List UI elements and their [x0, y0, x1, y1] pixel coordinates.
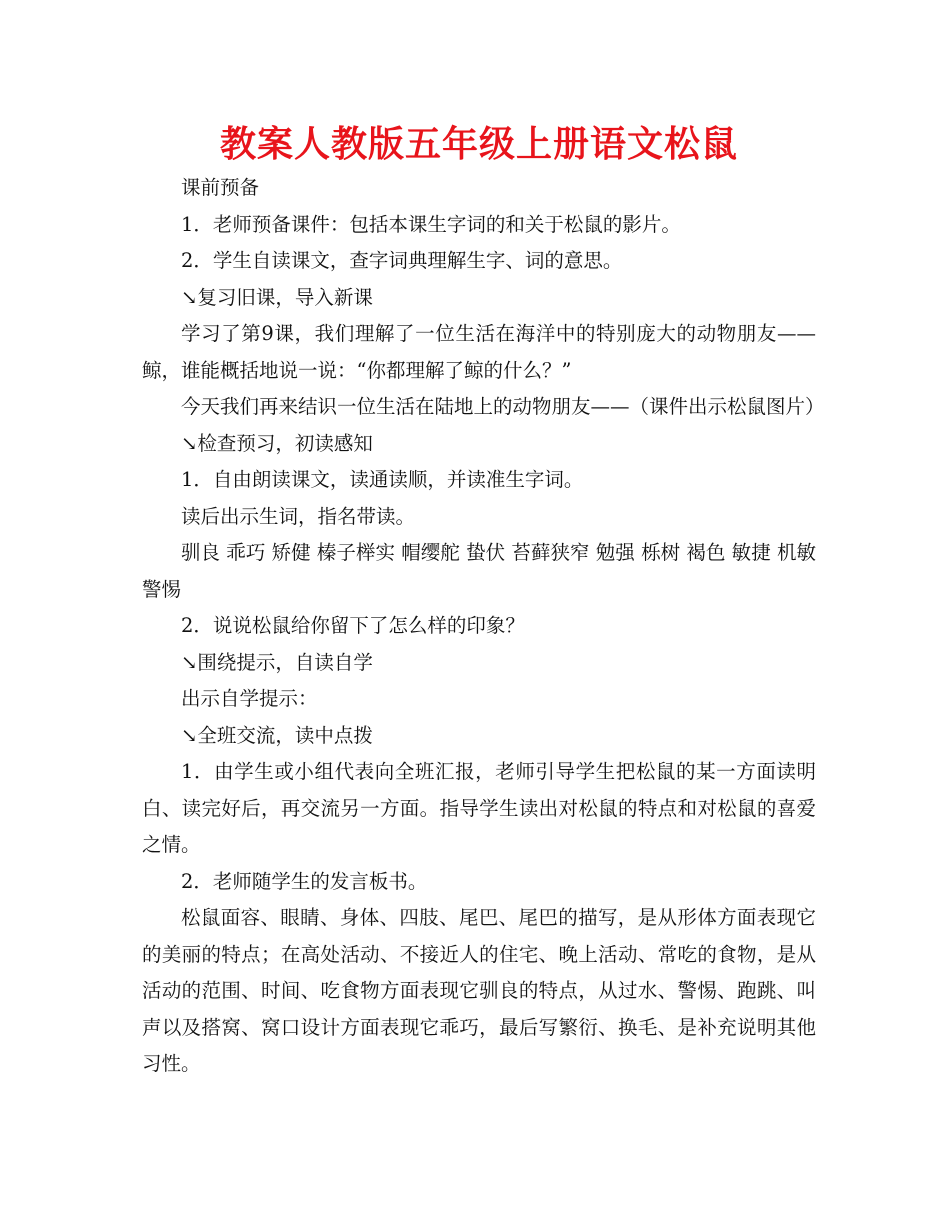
- paragraph-self-study-prompt: 出示自学提示：: [181, 687, 318, 710]
- paragraph-exchange-2: 2．老师随学生的发言板书。: [181, 869, 428, 893]
- paragraph-review-whale: 学习了第9课，我们理解了一位生活在海洋中的特别庞大的动物朋友——鲸，谁能概括地说一说：“你都理解了鲸的什么？”: [142, 322, 816, 382]
- paragraph-prep-heading: 课前预备: [181, 176, 260, 199]
- document-body: [142, 170, 825, 1083]
- paragraph-prep-1: 1．老师预备课件：包括本课生字词的和关于松鼠的影片。: [181, 212, 681, 236]
- section-heading-preview-check: ↘检查预习，初读感知: [181, 431, 373, 455]
- section-heading-self-study: ↘围绕提示，自读自学: [181, 650, 373, 674]
- paragraph-squirrel-analysis: 松鼠面容、眼睛、身体、四肢、尾巴、尾巴的描写，是从形体方面表现它的美丽的特点；在高处活动、不接近人的住宅、晚上活动、常吃的食物，是从活动的范围、时间、吃食物方面表现它驯良的特点，从过水、警惕、跑跳、叫声以及搭窝、窝口设计方面表现它乖巧，最后写繁衍、换毛、是补充说明其他习性。: [142, 906, 816, 1075]
- paragraph-exchange-1: 1．由学生或小组代表向全班汇报，老师引导学生把松鼠的某一方面读明白、读完好后，再交流另一方面。指导学生读出对松鼠的特点和对松鼠的喜爱之情。: [142, 760, 816, 856]
- paragraph-vocabulary-list: 驯良 乖巧 矫健 榛子榉实 帽缨舵 蛰伏 苔藓狭窄 勉强 栎树 褐色 敏捷 机敏 警惕: [142, 541, 816, 601]
- section-heading-review: ↘复习旧课，导入新课: [181, 285, 373, 309]
- paragraph-impression-question: 2．说说松鼠给你留下了怎么样的印象？: [181, 614, 525, 637]
- paragraph-prep-2: 2．学生自读课文，查字词典理解生字、词的意思。: [181, 249, 623, 272]
- paragraph-show-words: 读后出示生词，指名带读。: [181, 504, 416, 528]
- paragraph-read-aloud: 1．自由朗读课文，读通读顺，并读准生字词。: [181, 468, 584, 491]
- section-heading-class-exchange: ↘全班交流，读中点拨: [181, 723, 373, 747]
- document-title: 教案人教版五年级上册语文松鼠: [219, 124, 738, 165]
- paragraph-introduce-squirrel: 今天我们再来结识一位生活在陆地上的动物朋友——（课件出示松鼠图片）: [181, 395, 825, 418]
